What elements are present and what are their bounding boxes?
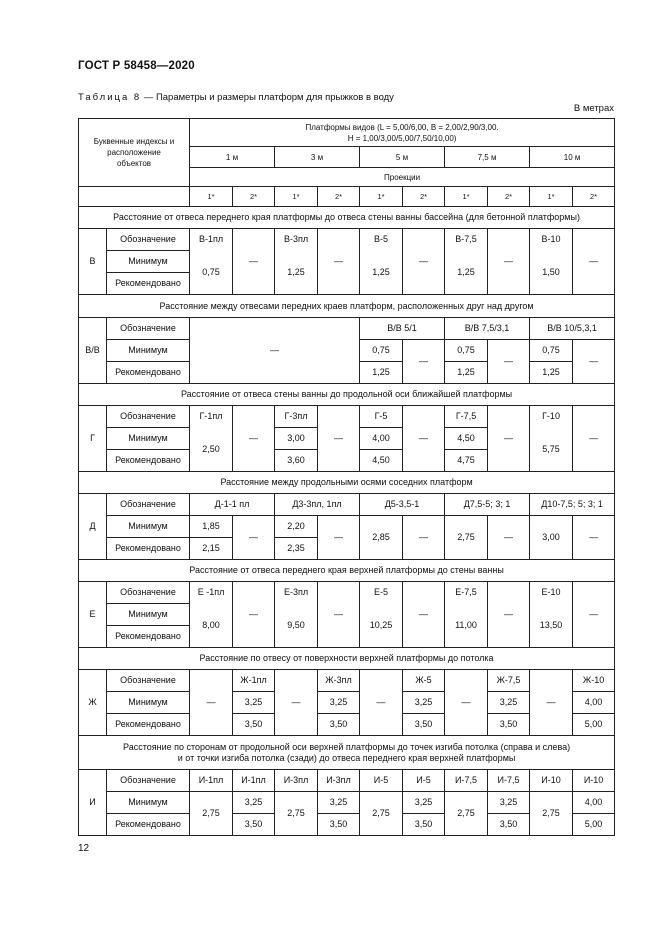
document-title: ГОСТ Р 58458—2020 (78, 60, 195, 72)
code-cell: И-5 (403, 770, 445, 792)
proj-label: 2* (403, 187, 445, 207)
dash-cell: — (233, 229, 275, 295)
row-label-minimum: Минимум (107, 251, 190, 273)
value-cell: 1,25 (360, 362, 403, 384)
dash-cell: — (318, 582, 360, 648)
dash-cell: — (318, 229, 360, 295)
value-cell: 13,50 (530, 604, 573, 648)
value-cell: 3,25 (233, 792, 275, 814)
value-cell: 2,50 (190, 428, 233, 472)
index-e: Е (79, 582, 107, 648)
code-cell: Д10-7,5; 5; 3; 1 (530, 494, 615, 516)
height-7-5m: 7,5 м (445, 147, 530, 168)
row-label-designation: Обозначение (107, 582, 190, 604)
row-label-minimum: Минимум (107, 604, 190, 626)
row-label-recommended: Рекомендовано (107, 714, 190, 736)
value-cell: 2,35 (275, 538, 318, 560)
code-cell: И-3пл (275, 770, 318, 792)
code-cell: И-3пл (318, 770, 360, 792)
value-cell: 2,75 (530, 792, 573, 836)
value-cell: 2,75 (190, 792, 233, 836)
dash-cell: — (233, 406, 275, 472)
code-cell: В/В 7,5/3,1 (445, 318, 530, 340)
code-cell: В-3пл (275, 229, 318, 251)
dash-cell: — (403, 229, 445, 295)
row-label-minimum: Минимум (107, 516, 190, 538)
value-cell: 3,00 (530, 516, 573, 560)
row-label-recommended: Рекомендовано (107, 814, 190, 836)
proj-label: 2* (233, 187, 275, 207)
row-label-designation: Обозначение (107, 494, 190, 516)
row-label-designation: Обозначение (107, 406, 190, 428)
platform-types-line1: Платформы видов (L = 5,00/6,00, B = 2,00/2,90/3,00. (305, 122, 499, 132)
code-cell: Г-3пл (275, 406, 318, 428)
dash-cell: — (573, 582, 615, 648)
index-bb: В/В (79, 318, 107, 384)
value-cell: 4,75 (445, 450, 488, 472)
dash-cell: — (488, 406, 530, 472)
page-number: 12 (78, 843, 90, 854)
code-cell: В-5 (360, 229, 403, 251)
index-zh: Ж (79, 670, 107, 736)
platform-types-line2: H = 1,00/3,00/5,00/7,50/10,00) (347, 133, 457, 143)
code-cell: И-7,5 (488, 770, 530, 792)
proj-label: 1* (275, 187, 318, 207)
code-cell: Г-7,5 (445, 406, 488, 428)
table-caption-text: — Параметры и размеры платформ для прыжков в воду (141, 92, 394, 103)
value-cell: 0,75 (445, 340, 488, 362)
value-cell: 4,00 (573, 692, 615, 714)
value-cell: 2,85 (360, 516, 403, 560)
code-cell: В-1пл (190, 229, 233, 251)
section-title-d: Расстояние между продольными осями соседних платформ (79, 472, 615, 494)
value-cell: 1,85 (190, 516, 233, 538)
code-cell: Г-1пл (190, 406, 233, 428)
code-cell: Е-10 (530, 582, 573, 604)
dash-cell: — (530, 670, 573, 736)
index-g: Г (79, 406, 107, 472)
dash-cell: — (488, 516, 530, 560)
row-label-minimum: Минимум (107, 340, 190, 362)
value-cell: 3,50 (403, 714, 445, 736)
value-cell: 3,25 (318, 692, 360, 714)
value-cell: 5,00 (573, 814, 615, 836)
value-cell: 0,75 (530, 340, 573, 362)
code-cell: Д7,5-5; 3; 1 (445, 494, 530, 516)
code-cell: Д3-3пл, 1пл (275, 494, 360, 516)
code-cell: И-1пл (190, 770, 233, 792)
dash-cell: — (233, 516, 275, 560)
value-cell: 4,00 (573, 792, 615, 814)
section-title-bb: Расстояние между отвесами передних краев платформ, расположенных друг над другом (79, 295, 615, 318)
value-cell: 3,25 (488, 792, 530, 814)
height-3m: 3 м (275, 147, 360, 168)
value-cell: 1,25 (360, 251, 403, 295)
dash-cell: — (318, 516, 360, 560)
dash-cell: — (573, 406, 615, 472)
code-cell: Ж-3пл (318, 670, 360, 692)
value-cell: 3,25 (403, 692, 445, 714)
row-label-minimum: Минимум (107, 692, 190, 714)
dash-cell: — (488, 340, 530, 384)
value-cell: 1,25 (445, 251, 488, 295)
code-cell: Ж-5 (403, 670, 445, 692)
value-cell: 8,00 (190, 604, 233, 648)
dash-cell: — (275, 670, 318, 736)
dash-cell: — (190, 670, 233, 736)
value-cell: 3,50 (488, 714, 530, 736)
table-caption (78, 92, 394, 103)
proj-label: 2* (573, 187, 615, 207)
row-label-designation: Обозначение (107, 318, 190, 340)
value-cell: 3,50 (233, 814, 275, 836)
section-title-i-line2: и от точки изгиба потолка (сзади) до отвеса переднего края верхней платформы (177, 752, 516, 763)
value-cell: 2,75 (360, 792, 403, 836)
row-label-recommended: Рекомендовано (107, 626, 190, 648)
value-cell: 1,25 (445, 362, 488, 384)
value-cell: 9,50 (275, 604, 318, 648)
row-label-minimum: Минимум (107, 428, 190, 450)
row-label-recommended: Рекомендовано (107, 362, 190, 384)
proj-label: 2* (318, 187, 360, 207)
dash-cell: — (403, 582, 445, 648)
height-10m: 10 м (530, 147, 615, 168)
value-cell: 11,00 (445, 604, 488, 648)
value-cell: 1,25 (530, 362, 573, 384)
code-cell: Е -1пл (190, 582, 233, 604)
value-cell: 1,50 (530, 251, 573, 295)
value-cell: 10,25 (360, 604, 403, 648)
header-stub: Буквенные индексы и расположение объектов (79, 119, 190, 187)
value-cell: 0,75 (190, 251, 233, 295)
dash-cell: — (360, 670, 403, 736)
dash-cell: — (233, 582, 275, 648)
proj-label: 1* (530, 187, 573, 207)
value-cell: 3,50 (488, 814, 530, 836)
index-d: Д (79, 494, 107, 560)
code-cell: Ж-7,5 (488, 670, 530, 692)
row-label-designation: Обозначение (107, 229, 190, 251)
row-label-designation: Обозначение (107, 670, 190, 692)
height-5m: 5 м (360, 147, 445, 168)
value-cell: 3,60 (275, 450, 318, 472)
dash-cell: — (573, 340, 615, 384)
value-cell: 4,50 (445, 428, 488, 450)
code-cell: Ж-10 (573, 670, 615, 692)
code-cell: И-7,5 (445, 770, 488, 792)
code-cell: И-1пл (233, 770, 275, 792)
dash-cell: — (403, 406, 445, 472)
value-cell: 4,50 (360, 450, 403, 472)
value-cell: 3,50 (403, 814, 445, 836)
height-1m: 1 м (190, 147, 275, 168)
code-cell: В/В 5/1 (360, 318, 445, 340)
code-cell: Г-5 (360, 406, 403, 428)
code-cell: В/В 10/5,3,1 (530, 318, 615, 340)
value-cell: 3,25 (233, 692, 275, 714)
value-cell: 3,00 (275, 428, 318, 450)
index-i: И (79, 770, 107, 836)
code-cell: И-10 (530, 770, 573, 792)
dash-cell: — (403, 516, 445, 560)
value-cell: 3,25 (488, 692, 530, 714)
table-caption-label: Таблица 8 (78, 92, 142, 103)
code-cell: Г-10 (530, 406, 573, 428)
code-cell: Е-7,5 (445, 582, 488, 604)
proj-label: 1* (190, 187, 233, 207)
value-cell: 3,50 (318, 714, 360, 736)
row-label-recommended: Рекомендовано (107, 273, 190, 295)
dash-cell: — (488, 229, 530, 295)
section-title-i-line1: Расстояние по сторонам от продольной оси верхней платформы до точек изгиба потолка (справа и слева) (122, 741, 571, 752)
value-cell: 2,75 (445, 516, 488, 560)
dash-cell: — (573, 229, 615, 295)
code-cell: И-5 (360, 770, 403, 792)
section-title-g: Расстояние от отвеса стены ванны до продольной оси ближайшей платформы (79, 384, 615, 406)
value-cell: 3,50 (318, 814, 360, 836)
row-label-minimum: Минимум (107, 792, 190, 814)
code-cell: Е-5 (360, 582, 403, 604)
section-title-e: Расстояние от отвеса переднего края верхней платформы до стены ванны (79, 560, 615, 582)
section-title-b: Расстояние от отвеса переднего края платформы до отвеса стены ванны бассейна (для бетонной платформы) (79, 207, 615, 229)
value-cell: 3,25 (403, 792, 445, 814)
dash-cell: — (318, 406, 360, 472)
code-cell: Д5-3,5-1 (360, 494, 445, 516)
value-cell: 2,75 (275, 792, 318, 836)
code-cell: Е-3пл (275, 582, 318, 604)
proj-label: 2* (488, 187, 530, 207)
proj-label: 1* (445, 187, 488, 207)
dash-cell: — (190, 318, 360, 384)
value-cell: 0,75 (360, 340, 403, 362)
code-cell: В-10 (530, 229, 573, 251)
value-cell: 2,15 (190, 538, 233, 560)
proj-label: 1* (360, 187, 403, 207)
value-cell: 3,50 (233, 714, 275, 736)
row-label-recommended: Рекомендовано (107, 538, 190, 560)
row-label-recommended: Рекомендовано (107, 450, 190, 472)
dash-cell: — (573, 516, 615, 560)
value-cell: 3,25 (318, 792, 360, 814)
projections-header: Проекции (190, 168, 615, 187)
value-cell: 5,75 (530, 428, 573, 472)
dash-cell: — (445, 670, 488, 736)
units-note: В метрах (573, 103, 614, 114)
code-cell: Ж-1пл (233, 670, 275, 692)
value-cell: 2,75 (445, 792, 488, 836)
index-b: В (79, 229, 107, 295)
parameters-table (78, 118, 615, 836)
section-title-i (79, 736, 615, 770)
value-cell: 5,00 (573, 714, 615, 736)
code-cell: Д-1-1 пл (190, 494, 275, 516)
value-cell: 1,25 (275, 251, 318, 295)
dash-cell: — (403, 340, 445, 384)
header-stub-cont (79, 187, 190, 207)
dash-cell: — (488, 582, 530, 648)
value-cell: 4,00 (360, 428, 403, 450)
section-title-zh: Расстояние по отвесу от поверхности верхней платформы до потолка (79, 648, 615, 670)
platform-types-header (190, 119, 615, 147)
code-cell: И-10 (573, 770, 615, 792)
row-label-designation: Обозначение (107, 770, 190, 792)
code-cell: В-7,5 (445, 229, 488, 251)
value-cell: 2,20 (275, 516, 318, 538)
